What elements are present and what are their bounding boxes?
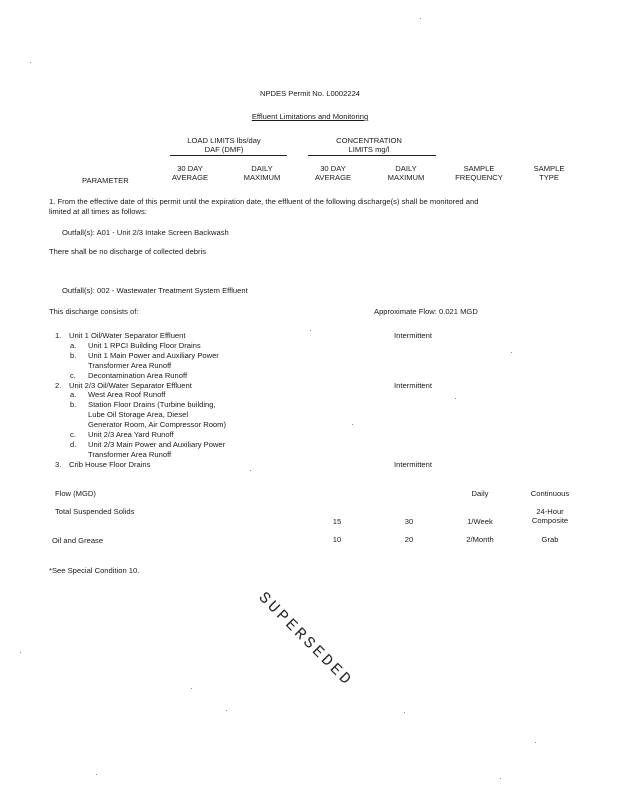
param-flow: Flow (MGD) [55,489,96,498]
scan-speck [535,742,536,743]
scan-speck [30,62,31,63]
flow-frequency: Daily [471,489,489,498]
source-text: Decontamination Area Runoff [88,370,188,380]
tss-frequency: 1/Week [467,517,493,526]
approximate-flow: Approximate Flow: 0.021 MGD [374,307,478,316]
source-number: a. [70,340,77,350]
flow-type: Continuous [530,489,570,498]
special-condition-note: *See Special Condition 10. [49,566,140,575]
source-number: b. [70,400,77,410]
source-number: 3. [55,459,62,469]
source-text: Transformer Area Runoff [88,449,172,459]
source-frequency: Intermittent [394,331,432,340]
source-number: c. [70,430,76,439]
concentration-rule [308,155,436,156]
intro-line-2: limited at all times as follows: [49,207,147,216]
scan-speck [310,330,311,331]
scan-speck [500,778,501,779]
scan-speck [191,688,192,689]
col-parameter: PARAMETER [82,176,129,185]
col-sample-type: SAMPLE TYPE [533,164,565,183]
col-conc-30day: 30 DAY AVERAGE [314,164,352,183]
scan-speck [226,710,227,711]
scan-speck [20,652,21,653]
source-text: Unit 2/3 Oil/Water Separator Effluent [69,380,192,390]
source-text: Unit 2/3 Area Yard Runoff [88,430,174,439]
superseded-stamp: SUPERSEDED [254,588,357,691]
source-number: b. [70,350,77,360]
source-text: Transformer Area Runoff [88,360,172,370]
source-text: Unit 2/3 Main Power and Auxiliary Power [88,439,226,449]
col-sample-frequency: SAMPLE FREQUENCY [455,164,503,183]
param-tss: Total Suspended Solids [55,507,135,516]
source-number: c. [70,370,76,380]
outfall-002: Outfall(s): 002 - Wastewater Treatment System Effluent [62,286,248,295]
col-load-daily: DAILY MAXIMUM [243,164,281,183]
source-text: Unit 1 RPCI Building Floor Drains [88,340,201,350]
intro-line-1: 1. From the effective date of this permit until the expiration date, the effluent of the following discharge(s) shall be monitored and [49,197,479,206]
source-text: West Area Roof Runoff [88,390,166,400]
outfall-a01: Outfall(s): A01 - Unit 2/3 Intake Screen Backwash [62,228,229,237]
scan-speck [250,470,251,471]
source-number: d. [70,439,77,449]
col-conc-daily: DAILY MAXIMUM [387,164,425,183]
source-number: a. [70,390,77,400]
col-load-30day: 30 DAY AVERAGE [171,164,209,183]
no-discharge-note: There shall be no discharge of collected debris [49,247,207,256]
scan-speck [455,398,456,399]
param-oil-grease: Oil and Grease [52,536,104,545]
source-number: 1. [55,331,62,340]
scan-speck [96,774,97,775]
source-text: Station Floor Drains (Turbine building, [88,400,216,410]
tss-max: 30 [404,517,414,526]
scan-speck [404,712,405,713]
source-frequency: Intermittent [394,459,432,469]
oil-type: Grab [541,535,559,544]
oil-frequency: 2/Month [466,535,494,544]
oil-max: 20 [404,535,414,544]
source-text: Lube Oil Storage Area, Diesel [88,410,189,420]
page-subtitle: Effluent Limitations and Monitoring [251,112,369,121]
source-text: Generator Room, Air Compressor Room) [88,420,226,430]
source-text: Crib House Floor Drains [69,459,151,469]
tss-avg: 15 [332,517,342,526]
source-number: 2. [55,380,62,390]
scan-speck [511,352,512,353]
source-text: Unit 1 Oil/Water Separator Effluent [69,331,186,340]
permit-number: NPDES Permit No. L0002224 [259,89,361,98]
scan-speck [420,18,421,19]
load-limits-rule [170,155,287,156]
concentration-heading: CONCENTRATION LIMITS mg/l [336,136,402,155]
source-frequency: Intermittent [394,380,432,390]
source-text: Unit 1 Main Power and Auxiliary Power [88,350,219,360]
oil-avg: 10 [332,535,342,544]
tss-type: 24-Hour Composite [531,507,569,526]
consists-of-label: This discharge consists of: [49,307,139,316]
load-limits-heading: LOAD LIMITS lbs/day DAF (DMF) [187,136,261,155]
scan-speck [352,424,353,425]
